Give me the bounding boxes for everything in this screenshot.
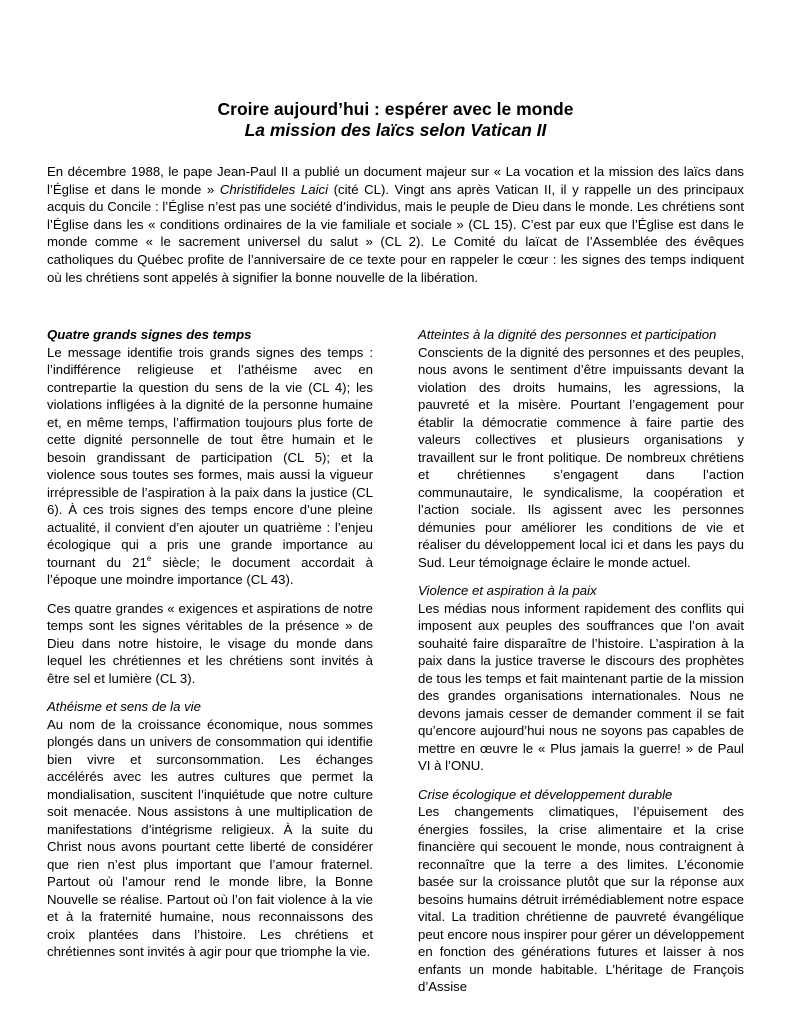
section-body: Le message identifie trois grands signes des temps : l’indifférence religieuse et l’athéisme avec en contrepartie la question du sens de la vie (CL 4); les violations infligées à la dignité de la personne humaine et, en même temps, l’affirmation toujours plus forte de cette dignité personnelle de tout être humain et le besoin grandissant de participation (CL 5); et la violence sous toutes ses formes, mais aussi la vigueur irrépressible de l’aspiration à la paix dans la justice (CL 6). À ces trois signes des temps encore d’une pleine actualité, il convient d’en ajouter un quatrième : l’enjeu écologique qui a pris une grande importance au tournant du 21: [47, 344, 373, 570]
section-body-continued: siècle; le document accordait à l’époque une moindre importance (CL 43).: [47, 554, 373, 587]
intro-emphasis: Christifideles Laici: [219, 181, 329, 197]
section-signs-of-times: [47, 326, 373, 589]
section-body: Conscients de la dignité des personnes et des peuples, nous avons le sentiment d’être impuissants devant la violation des droits humains, les agressions, la pauvreté et la misère. Pourtant l’engagement pour établir la démocratie commence à faire partie des valeurs collectives et plusieurs organisations y travaillent sur le front politique. De nombreux chrétiens et chrétiennes s’engagent dans l’action communautaire, le syndicalisme, la coopération et l’action sociale. Ils agissent avec les personnes démunies pour améliorer les conditions de vie et réaliser du développement local ici et dans les pays du Sud. Leur témoignage éclaire le monde actuel.: [418, 344, 744, 570]
left-column: [47, 326, 373, 961]
intro-text-part1: En décembre 1988, le pape Jean-Paul II a publié un document majeur sur « La vocation et la mission des laïcs dans l’Église et dans le monde »: [47, 164, 744, 197]
section-body: Au nom de la croissance économique, nous sommes plongés dans un univers de consommation qui identifie bien vivre et surconsommation. Les échanges accélérés avec les autres cultures que permet la mondialisation, suscitent l’inquiétude que notre culture soit menacée. Nous assistons à une multiplication de manifestations d’intégrisme religieux. À la suite du Christ nous avons pourtant cette liberté de considérer que rien n’est plus important que l’amour fraternel. Partout où l’amour rend le monde libre, la Bonne Nouvelle se réalise. Partout où l’on fait violence à la vie et à la fraternité humaine, nous reconnaissons des croix plantées dans l’histoire. Les chrétiens et chrétiennes sont invités à agir pour que triomphe la vie.: [47, 716, 373, 959]
section-violence-peace: [418, 582, 744, 775]
right-column: [418, 326, 744, 996]
section-heading: Atteintes à la dignité des personnes et participation: [418, 327, 717, 342]
section-heading: Crise écologique et développement durable: [418, 786, 673, 802]
section-body: Les changements climatiques, l’épuisement des énergies fossiles, la crise alimentaire et la crise financière qui secouent le monde, nous contraignent à reconnaître que la terre a des limites. L’économie basée sur la croissance plutôt que sur la réponse aux besoins humains détruit irrémédiablement notre espace vital. La tradition chrétienne de pauvreté évangélique peut encore nous inspirer pour gérer un développement en fonction des générations futures et laisser à nos enfants un monde habitable. L’héritage de François d’Assise: [418, 804, 744, 994]
document-subtitle: La mission des laïcs selon Vatican II: [244, 120, 547, 140]
superscript: e: [146, 553, 152, 563]
section-heading: Athéisme et sens de la vie: [47, 699, 201, 714]
intro-paragraph: [47, 163, 744, 286]
section-ecology: [418, 786, 744, 996]
intro-text-part2: (cité CL). Vingt ans après Vatican II, il y rappelle un des principaux acquis du Concile : l’Église n’est pas une société d’individus, mais le peuple de Dieu dans le monde. Les chrétiens sont l’Église dans les « conditions ordinaires de la vie familiale et sociale » (CL 15). C’est par eux que l’Église est dans le monde comme « le sacrement universel du salut » (CL 2). Le Comité du laïcat de l’Assemblée des évêques catholiques du Québec profite de l’anniversaire de ce texte pour en rappeler le cœur : les signes des temps indiquent où les chrétiens sont appelés à signifier la bonne nouvelle de la libération.: [47, 181, 744, 285]
section-atheism: [47, 698, 373, 961]
section-heading: Violence et aspiration à la paix: [418, 583, 597, 598]
section-dignity: [418, 326, 744, 571]
document-title: Croire aujourd’hui : espérer avec le monde: [217, 99, 574, 119]
paragraph-four-aspirations: Ces quatre grandes « exigences et aspirations de notre temps sont les signes véritables de la présence » de Dieu dans notre histoire, le visage du monde dans lequel les chrétiennes et les chrétiens sont invités à être sel et lumière (CL 3).: [47, 600, 373, 686]
section-body: Les médias nous informent rapidement des conflits qui imposent aux peuples des souffrances que l’on avait souhaité faire disparaître de l’histoire. L’aspiration à la paix dans la justice traverse le discours des prophètes de tous les temps et fait maintenant partie de la mission des grandes organisations internationales. Nous ne devons jamais cesser de demander comment il se fait qu’encore aujourd’hui nous ne soyons pas capables de mettre en œuvre le « Plus jamais la guerre! » de Paul VI à l’ONU.: [418, 600, 744, 773]
section-heading: Quatre grands signes des temps: [47, 327, 252, 342]
